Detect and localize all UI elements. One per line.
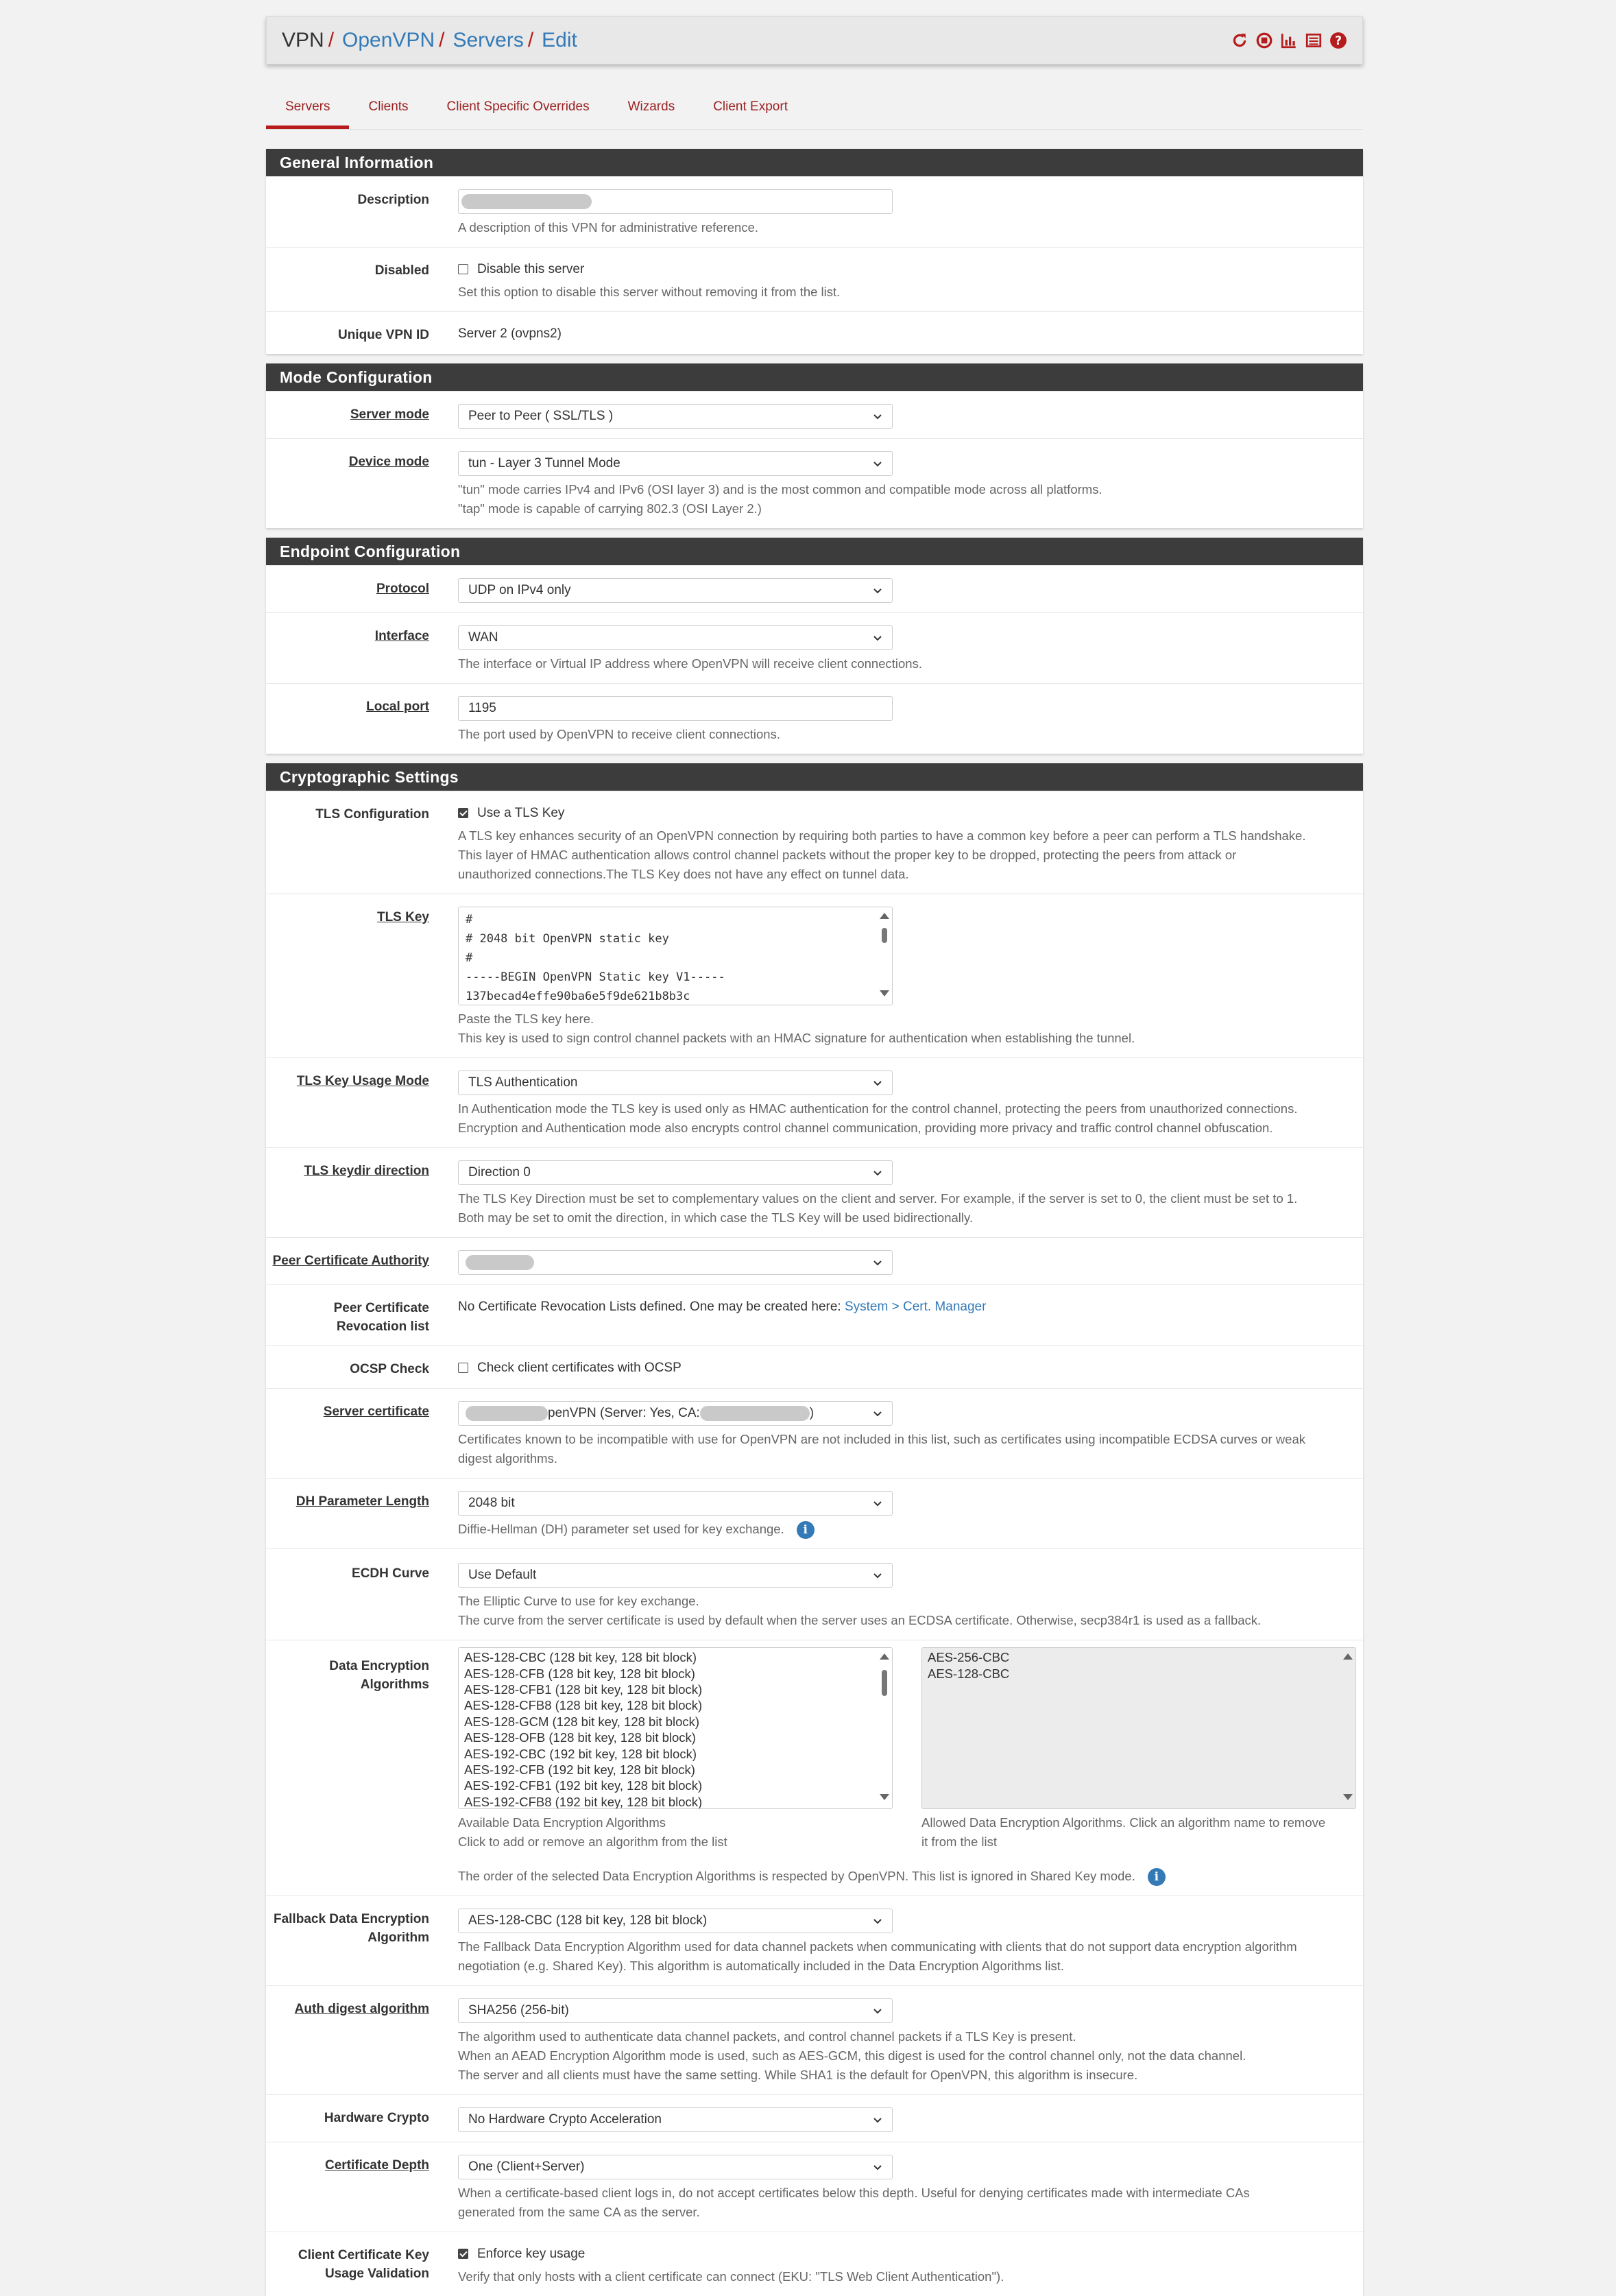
keydir-select[interactable]: Direction 0 <box>458 1160 893 1185</box>
certificate-depth-row <box>266 2142 1363 2232</box>
chevron-down-icon <box>873 2162 882 2172</box>
list-item[interactable]: AES-128-GCM (128 bit key, 128 bit block) <box>464 1714 700 1729</box>
device-mode-help: "tun" mode carries IPv4 and IPv6 (OSI layer 3) and is the most common and compatible mode across all platforms. "tap" mode is capable of carrying 802.3 (OSI Layer 2.) <box>458 482 1102 516</box>
dh-help: Diffie-Hellman (DH) parameter set used for key exchange. i <box>458 1520 1356 1539</box>
server-certificate-help: Certificates known to be incompatible with use for OpenVPN are not included in this list, such as certificates using incompatible ECDSA curves or weak digest algorithms. <box>458 1432 1305 1466</box>
device-mode-label: Device mode <box>348 455 429 469</box>
panel-title: Mode Configuration <box>266 363 1363 391</box>
dh-row <box>266 1478 1363 1548</box>
protocol-select[interactable]: UDP on IPv4 only <box>458 578 893 603</box>
description-label: Description <box>357 193 429 207</box>
local-port-label: Local port <box>366 699 429 714</box>
chevron-down-icon <box>873 586 882 595</box>
checkbox[interactable] <box>458 2249 468 2259</box>
list-item[interactable]: AES-128-CFB8 (128 bit key, 128 bit block) <box>464 1698 703 1713</box>
enforce-key-usage-checkbox[interactable] <box>458 2245 1356 2263</box>
tls-usage-row <box>266 1057 1363 1147</box>
peer-ca-label: Peer Certificate Authority <box>272 1254 429 1268</box>
ocsp-label: OCSP Check <box>350 1362 429 1376</box>
crl-label: Peer Certificate Revocation list <box>333 1301 429 1334</box>
list-item[interactable]: AES-192-CBC (192 bit key, 128 bit block) <box>464 1746 697 1761</box>
tls-configuration-help: A TLS key enhances security of an OpenVPN connection by requiring both parties to have a common key before a peer can perform a TLS handshake. This layer of HMAC authentication allows control channel packets without the proper key to be dropped, protecting the peers from attack or unauthorized connections.The TLS Key does not have any effect on tunnel data. <box>458 828 1306 881</box>
dh-select[interactable]: 2048 bit <box>458 1491 893 1516</box>
server-certificate-row <box>266 1388 1363 1478</box>
breadcrumb-openvpn[interactable]: OpenVPN <box>342 29 435 51</box>
certificate-depth-label: Certificate Depth <box>324 2158 429 2173</box>
breadcrumb-vpn: VPN <box>282 29 324 51</box>
mode-configuration-panel <box>266 363 1363 528</box>
breadcrumb-separator: / <box>527 29 534 51</box>
interface-help: The interface or Virtual IP address where OpenVPN will receive client connections. <box>458 656 922 671</box>
checkbox[interactable] <box>458 808 468 818</box>
redacted-value <box>461 194 592 209</box>
chevron-down-icon <box>873 1168 882 1177</box>
keydir-help: The TLS Key Direction must be set to complementary values on the client and server. For example, if the server is set to 0, the client must be set to 1. Both may be set to omit the direction, in which case the TLS Key will be used bidirectionally. <box>458 1191 1298 1225</box>
crl-text: No Certificate Revocation Lists defined. One may be created here: System > Cert. Manager <box>458 1300 987 1314</box>
vpn-id-row <box>266 311 1363 354</box>
chevron-down-icon <box>873 1498 882 1508</box>
available-algorithms-help: Available Data Encryption Algorithms Click to add or remove an algorithm from the list <box>458 1815 727 1850</box>
key-usage-row <box>266 2232 1363 2296</box>
protocol-row <box>266 565 1363 612</box>
tls-usage-label: TLS Key Usage Mode <box>296 1074 429 1088</box>
local-port-row <box>266 683 1363 754</box>
chevron-down-icon <box>873 2115 882 2125</box>
fallback-row <box>266 1896 1363 1985</box>
auth-digest-row <box>266 1985 1363 2094</box>
panel-title: Cryptographic Settings <box>266 763 1363 791</box>
vpn-id-label: Unique VPN ID <box>337 328 429 342</box>
reload-icon[interactable] <box>1231 32 1249 49</box>
breadcrumb-separator: / <box>328 29 335 51</box>
general-information-panel <box>266 149 1363 354</box>
disabled-help: Set this option to disable this server without removing it from the list. <box>458 285 841 299</box>
fallback-label: Fallback Data Encryption Algorithm <box>273 1912 429 1946</box>
checkbox[interactable] <box>458 1363 468 1373</box>
list-item[interactable]: AES-128-CBC (128 bit key, 128 bit block) <box>464 1650 697 1665</box>
ecdh-row <box>266 1548 1363 1640</box>
checkbox-label: Enforce key usage <box>477 2247 586 2262</box>
tls-configuration-label: TLS Configuration <box>315 807 429 822</box>
key-usage-help: Verify that only hosts with a client certificate can connect (EKU: "TLS Web Client Authentication"). <box>458 2269 1004 2284</box>
list-item[interactable]: AES-192-CFB8 (192 bit key, 128 bit block) <box>464 1794 703 1809</box>
tls-usage-select[interactable]: TLS Authentication <box>458 1071 893 1095</box>
chevron-down-icon <box>873 1570 882 1580</box>
info-icon[interactable]: i <box>1148 1868 1166 1886</box>
tls-key-row <box>266 894 1363 1057</box>
hardware-crypto-row <box>266 2094 1363 2142</box>
use-tls-key-checkbox[interactable] <box>458 804 1356 822</box>
tls-configuration-row <box>266 791 1363 894</box>
hardware-crypto-select[interactable]: No Hardware Crypto Acceleration <box>458 2107 893 2132</box>
header-icons <box>1231 32 1347 49</box>
chevron-down-icon <box>873 1078 882 1088</box>
cryptographic-settings-panel <box>266 763 1363 2296</box>
scrollbar[interactable] <box>1343 1652 1353 1804</box>
peer-ca-row <box>266 1237 1363 1284</box>
ocsp-checkbox[interactable] <box>458 1359 1356 1377</box>
tls-usage-help: In Authentication mode the TLS key is used only as HMAC authentication for the control channel, protecting the peers from unauthorized connections. Encryption and Authentication mode also encrypts control channel communication, providing more privacy and traffic control channel obfuscation. <box>458 1101 1298 1135</box>
tab-servers[interactable]: Servers <box>266 93 349 129</box>
vpn-id-value: Server 2 (ovpns2) <box>458 326 562 341</box>
peer-ca-select[interactable] <box>458 1250 893 1275</box>
server-mode-select[interactable]: Peer to Peer ( SSL/TLS ) <box>458 404 893 429</box>
tab-client-export[interactable]: Client Export <box>713 99 788 114</box>
certificate-depth-select[interactable]: One (Client+Server) <box>458 2155 893 2179</box>
device-mode-row <box>266 438 1363 528</box>
info-icon[interactable]: i <box>797 1521 815 1539</box>
server-certificate-select[interactable]: penVPN (Server: Yes, CA: ) <box>458 1401 893 1426</box>
list-item[interactable]: AES-128-CBC <box>928 1666 1010 1681</box>
fallback-select[interactable]: AES-128-CBC (128 bit key, 128 bit block) <box>458 1909 893 1933</box>
breadcrumb <box>282 29 577 52</box>
protocol-label: Protocol <box>376 582 429 596</box>
description-help: A description of this VPN for administrative reference. <box>458 220 759 235</box>
allowed-algorithms-list[interactable] <box>921 1647 1356 1809</box>
chevron-down-icon <box>873 1258 882 1267</box>
data-encryption-label: Data Encryption Algorithms <box>329 1659 429 1693</box>
chevron-down-icon <box>873 633 882 643</box>
local-port-input[interactable]: 1195 <box>458 696 893 721</box>
tab-wizards[interactable]: Wizards <box>627 99 675 114</box>
description-input[interactable] <box>458 189 893 214</box>
chart-icon[interactable] <box>1280 32 1298 49</box>
ecdh-help: The Elliptic Curve to use for key exchange. The curve from the server certificate is used by default when the server uses an ECDSA certificate. Otherwise, secp384r1 is used as a fallback. <box>458 1594 1262 1628</box>
breadcrumb-bar <box>266 16 1363 64</box>
stop-icon[interactable] <box>1255 32 1273 49</box>
checkbox-label: Check client certificates with OCSP <box>477 1361 682 1375</box>
disable-server-checkbox[interactable] <box>458 260 1356 278</box>
redacted-value <box>466 1406 548 1421</box>
panel-title: General Information <box>266 149 1363 176</box>
scrollbar[interactable] <box>880 911 889 1001</box>
checkbox-label: Use a TLS Key <box>477 806 565 820</box>
tab-clients[interactable]: Clients <box>368 99 409 114</box>
svg-text:?: ? <box>1334 34 1342 48</box>
chevron-down-icon <box>873 1409 882 1418</box>
breadcrumb-servers[interactable]: Servers <box>453 29 524 51</box>
list-icon[interactable] <box>1305 32 1323 49</box>
checkbox[interactable] <box>458 264 468 274</box>
chevron-down-icon <box>873 1916 882 1926</box>
list-item[interactable]: AES-128-CFB1 (128 bit key, 128 bit block) <box>464 1682 703 1697</box>
disabled-label: Disabled <box>374 263 429 278</box>
server-mode-label: Server mode <box>350 407 429 422</box>
certificate-depth-help: When a certificate-based client logs in, do not accept certificates below this depth. Useful for denying certificates made with intermediate CAs generated from the same CA as the server. <box>458 2186 1250 2220</box>
auth-digest-select[interactable]: SHA256 (256-bit) <box>458 1998 893 2023</box>
keydir-row <box>266 1147 1363 1237</box>
redacted-value <box>466 1255 534 1270</box>
hardware-crypto-label: Hardware Crypto <box>324 2111 429 2126</box>
auth-digest-help: The algorithm used to authenticate data channel packets, and control channel packets if a TLS Key is present. When an AEAD Encryption Algorithm mode is used, such as AES-GCM, this digest is used for the control channel only, not the data channel. The server and all clients must have the same setting. While SHA1 is the default for OpenVPN, this algorithm is insecure. <box>458 2029 1246 2083</box>
allowed-algorithms-help: Allowed Data Encryption Algorithms. Click an algorithm name to remove it from the list <box>921 1815 1326 1850</box>
disabled-row <box>266 247 1363 311</box>
server-certificate-label: Server certificate <box>323 1404 429 1419</box>
interface-row <box>266 612 1363 683</box>
chevron-down-icon <box>873 459 882 468</box>
ocsp-row <box>266 1346 1363 1388</box>
list-item[interactable]: AES-192-CFB (192 bit key, 128 bit block) <box>464 1762 695 1777</box>
auth-digest-label: Auth digest algorithm <box>294 2002 429 2017</box>
description-row <box>266 176 1363 247</box>
server-mode-row <box>266 391 1363 438</box>
tab-client-specific-overrides[interactable]: Client Specific Overrides <box>446 99 590 114</box>
breadcrumb-edit[interactable]: Edit <box>542 29 577 51</box>
fallback-help: The Fallback Data Encryption Algorithm used for data channel packets when communicating with clients that do not support data encryption algorithm negotiation (e.g. Shared Key). This algorithm is automatically included in the Data Encryption Algorithms list. <box>458 1939 1297 1974</box>
checkbox-label: Disable this server <box>477 262 585 276</box>
breadcrumb-separator: / <box>439 29 445 51</box>
scrollbar[interactable] <box>880 1652 889 1804</box>
crl-row <box>266 1284 1363 1346</box>
list-item[interactable]: AES-256-CBC <box>928 1650 1010 1665</box>
key-usage-label: Client Certificate Key Usage Validation <box>298 2248 429 2282</box>
chevron-down-icon <box>873 411 882 421</box>
tls-key-textarea[interactable]: # # 2048 bit OpenVPN static key # -----BEGIN OpenVPN Static key V1----- 137becad4effe90ba6e5f9de621b8b3c <box>458 907 893 1005</box>
algorithm-order-help: The order of the selected Data Encryption Algorithms is respected by OpenVPN. This list is ignored in Shared Key mode. i <box>458 1867 1356 1886</box>
cert-manager-link[interactable]: System > Cert. Manager <box>844 1300 987 1314</box>
list-item[interactable]: AES-128-OFB (128 bit key, 128 bit block) <box>464 1730 696 1745</box>
chevron-down-icon <box>873 2006 882 2016</box>
list-item[interactable]: AES-192-CFB1 (192 bit key, 128 bit block) <box>464 1778 703 1793</box>
available-algorithms-list[interactable] <box>458 1647 893 1809</box>
endpoint-configuration-panel <box>266 538 1363 754</box>
redacted-value <box>700 1406 810 1421</box>
tab-bar <box>266 93 1363 130</box>
list-item[interactable]: AES-128-CFB (128 bit key, 128 bit block) <box>464 1666 695 1681</box>
interface-label: Interface <box>374 629 429 643</box>
panel-title: Endpoint Configuration <box>266 538 1363 565</box>
tls-key-label: TLS Key <box>376 910 429 924</box>
help-icon[interactable] <box>1329 32 1347 49</box>
data-encryption-row <box>266 1640 1363 1896</box>
device-mode-select[interactable]: tun - Layer 3 Tunnel Mode <box>458 451 893 476</box>
tls-key-help: Paste the TLS key here. This key is used to sign control channel packets with an HMAC signature for authentication when establishing the tunnel. <box>458 1012 1135 1045</box>
dh-label: DH Parameter Length <box>296 1494 429 1509</box>
ecdh-label: ECDH Curve <box>352 1566 429 1581</box>
keydir-label: TLS keydir direction <box>304 1164 429 1178</box>
local-port-help: The port used by OpenVPN to receive client connections. <box>458 727 780 741</box>
interface-select[interactable]: WAN <box>458 625 893 650</box>
ecdh-select[interactable]: Use Default <box>458 1563 893 1588</box>
